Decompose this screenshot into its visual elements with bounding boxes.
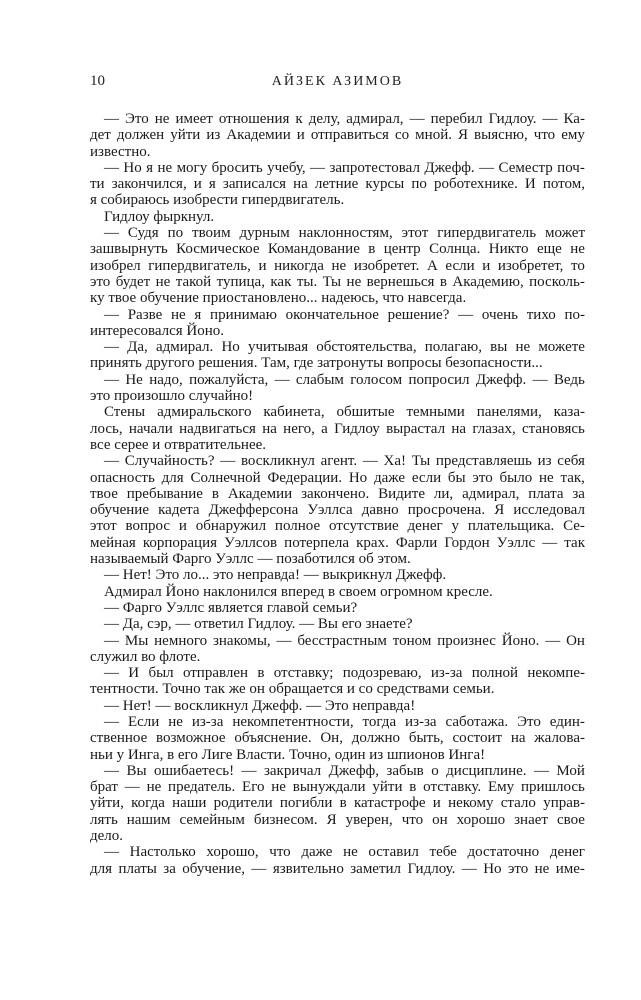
text-line: — Вы ошибаетесь! — закричал Джефф, забыв о дисциплине. — Мой [104, 762, 585, 779]
text-line: все серее и отвратительнее. [90, 436, 267, 453]
text-line: изобрел гипердвигатель, и никогда не изобретет. А если и изобретет, то [90, 257, 585, 274]
text-line: — Мы немного знакомы, — бесстрастным тоном произнес Йоно. — Он [104, 632, 585, 649]
page-header [90, 73, 585, 91]
text-line: — Настолько хорошо, что даже не оставил тебе достаточно денег [104, 844, 585, 861]
text-line: зашвырнуть Космическое Командование в центр Солнца. Никто еще не [90, 241, 585, 258]
text-line: — Не надо, пожалуйста, — слабым голосом попросил Джефф. — Ведь [104, 371, 585, 388]
text-line: ти закончился, и я записался на летние курсы по роботехнике. И потом, [90, 176, 585, 193]
text-line: для платы за обучение, — язвительно заметил Гидлоу. — Но это не име- [90, 860, 585, 877]
text-line: — Нет! — воскликнул Джефф. — Это неправда! [104, 697, 416, 714]
text-line: мейная корпорация Уэллсов потерпела крах. Фарли Гордон Уэллс — так [90, 534, 585, 551]
text-line: — Фарго Уэллс является главой семьи? [104, 599, 358, 616]
text-line: принять другого решения. Там, где затронуты вопросы безопасности... [90, 355, 543, 372]
text-line: Гидлоу фыркнул. [104, 208, 215, 225]
text-line: лось, начали надвигаться на него, а Гидлоу вырастал на глазах, становясь [90, 420, 585, 437]
text-line: — И был отправлен в отставку; подозреваю, из-за полной некомпе- [104, 665, 585, 682]
text-line: Стены адмиральского кабинета, обшитые темными панелями, каза- [104, 404, 585, 421]
text-line: служил во флоте. [90, 648, 201, 665]
text-line: — Но я не могу бросить учебу, — запротестовал Джефф. — Семестр поч- [104, 159, 585, 176]
text-line: — Это не имеет отношения к делу, адмирал, — перебил Гидлоу. — Ка- [104, 111, 585, 127]
text-line: — Судя по твоим дурным наклонностям, этот гипердвигатель может [104, 225, 585, 242]
text-line: брат — не предатель. Его не вынуждали уйти в отставку. Ему пришлось [90, 779, 585, 796]
text-line: этот вопрос и обнаружил полное отсутствие денег у плательщика. Се- [90, 518, 585, 535]
text-line: — Случайность? — воскликнул агент. — Ха! Ты представляешь из себя [104, 453, 585, 470]
text-line: известно. [90, 143, 151, 160]
text-line: тентности. Точно так же он обращается и со средствами семьи. [90, 681, 495, 698]
text-line: — Нет! Это ло... это неправда! — выкрикнул Джефф. [104, 567, 447, 584]
text-line: обучение кадета Джефферсона Уэллса давно просрочена. Я исследовал [90, 502, 585, 519]
text-line: — Разве не я принимаю окончательное решение? — очень тихо по- [104, 306, 585, 323]
text-line: ственное возможное объяснение. Он, должно быть, состоит на жалова- [90, 730, 585, 747]
text-line: — Да, сэр, — ответил Гидлоу. — Вы его знаете? [104, 616, 413, 633]
running-title: АЙЗЕК АЗИМОВ [271, 74, 404, 89]
text-line: — Если не из-за некомпетентности, тогда из-за саботажа. Это един- [104, 713, 585, 730]
text-line: дело. [90, 828, 124, 845]
text-line: дет должен уйти из Академии и отправиться со мной. Я выясню, что ему [90, 127, 585, 144]
text-line: интересовался Йоно. [90, 322, 225, 339]
text-line: уйти, когда наши родители погибли в катастрофе и некому стало управ- [90, 795, 585, 812]
text-line: называемый Фарго Уэллс — позаботился об этом. [90, 551, 411, 568]
text-line: лять нашим семейным бизнесом. Я уверен, что он хорошо знает свое [90, 811, 585, 828]
text-line: — Да, адмирал. Но учитывая обстоятельства, полагаю, вы не можете [104, 339, 585, 356]
text-line: ку твое обучение приостановлено... надеюсь, что навсегда. [90, 290, 467, 307]
text-line: ньи у Инга, в его Лиге Власти. Точно, один из шпионов Инга! [90, 746, 486, 763]
text-line: это произошло случайно! [90, 388, 254, 405]
text-line: опасность для Солнечной Федерации. Но даже если бы это было не так, [90, 469, 585, 486]
page-number: 10 [90, 73, 105, 89]
text-line: твое пребывание в Академии закончено. Видите ли, адмирал, плата за [90, 485, 585, 502]
text-line: Адмирал Йоно наклонился вперед в своем огромном кресле. [104, 583, 493, 600]
text-line: это будет не такой тупица, как ты. Ты не вернешься в Академию, посколь- [90, 273, 585, 290]
text-line: я собираюсь изобрести гипердвигатель. [90, 192, 345, 209]
body-text [90, 111, 585, 877]
